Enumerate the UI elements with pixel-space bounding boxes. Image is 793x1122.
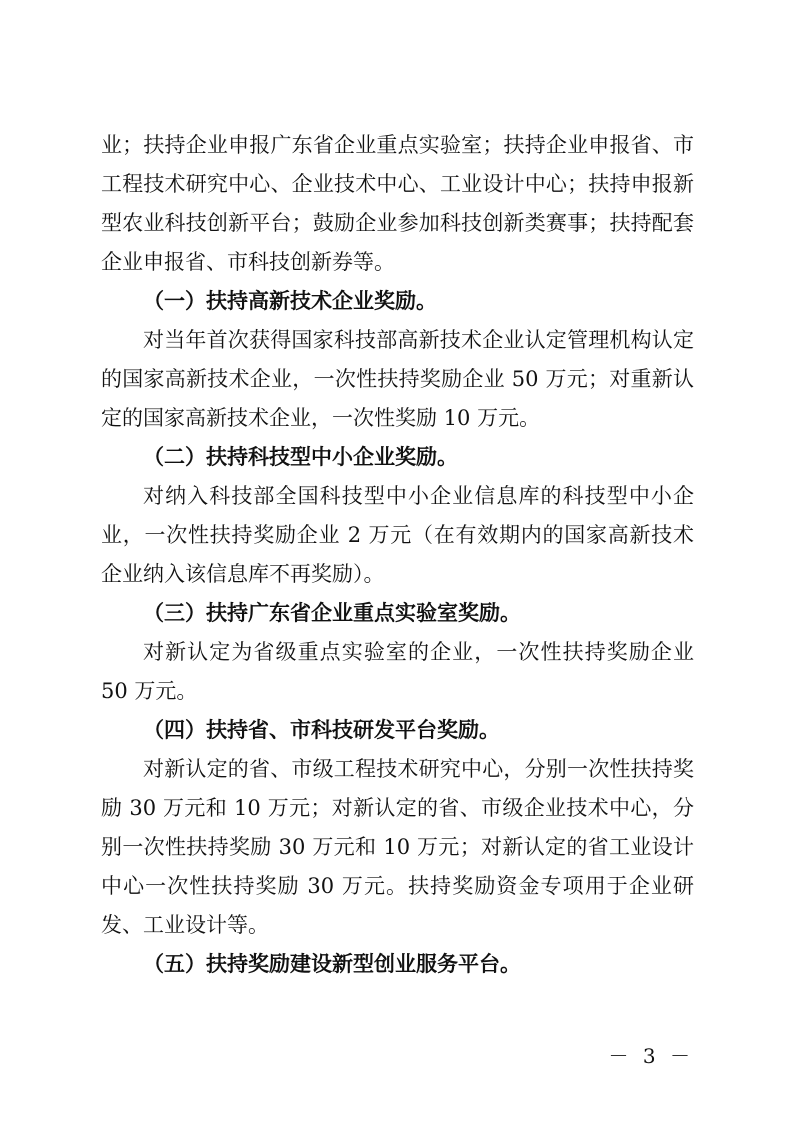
paragraph-sme-award: 对纳入科技部全国科技型中小企业信息库的科技型中小企业，一次性扶持奖励企业 2 万元（在有效期内的国家高新技术企业纳入该信息库不再奖励）。 [101,484,694,586]
section-heading-1: （一）扶持高新技术企业奖励。 [143,289,437,313]
section-heading-3: （三）扶持广东省企业重点实验室奖励。 [143,601,521,625]
paragraph-key-lab-award: 对新认定为省级重点实验室的企业，一次性扶持奖励企业 50 万元。 [101,640,694,703]
section-heading-5: （五）扶持奖励建设新型创业服务平台。 [143,952,521,976]
section-heading-2: （二）扶持科技型中小企业奖励。 [143,445,458,469]
paragraph-continuation: 业；扶持企业申报广东省企业重点实验室；扶持企业申报省、市工程技术研究中心、企业技术中心、工业设计中心；扶持申报新型农业科技创新平台；鼓励企业参加科技创新类赛事；扶持配套企业申报省、市科技创新券等。 [101,133,694,274]
page-number: － 3 － [608,1044,694,1068]
paragraph-rd-platform-award: 对新认定的省、市级工程技术研究中心，分别一次性扶持奖励 30 万元和 10 万元；对新认定的省、市级企业技术中心，分别一次性扶持奖励 30 万元和 10 万元；对新认定的省工业设计中心一次性扶持奖励 30 万元。扶持奖励资金专项用于企业研发、工业设计等。 [101,757,694,937]
section-heading-4: （四）扶持省、市科技研发平台奖励。 [143,718,500,742]
paragraph-high-tech-award: 对当年首次获得国家科技部高新技术企业认定管理机构认定的国家高新技术企业，一次性扶持奖励企业 50 万元；对重新认定的国家高新技术企业，一次性奖励 10 万元。 [101,328,694,430]
document-body [101,126,694,984]
